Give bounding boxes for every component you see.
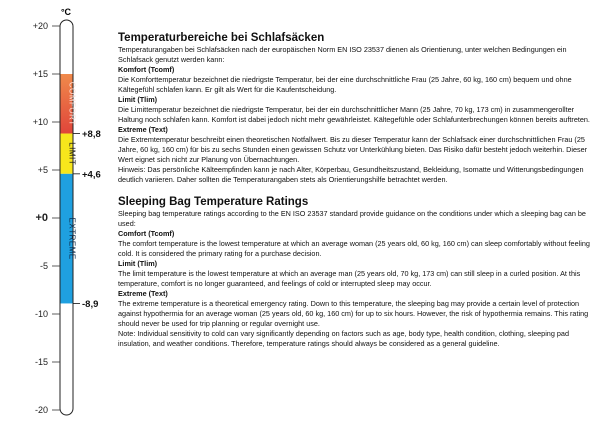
german-extreme-text: Die Extremtemperatur beschreibt einen theoretischen Notfallwert. Bis zu dieser Temperatur kann der Schlafsack einer durchschnittlichen Frau (25 Jahre, 60 kg, 160 cm) für bis zu sechs Stunden einen gewissen Schutz vor Unterkühlung bieten. Das Risiko dafür besteht jedoch weiterhin. Dieser Wert eignet sich nicht zur Planung von Übernachtungen. (118, 135, 588, 164)
german-title: Temperaturbereiche bei Schlafsäcken (118, 32, 325, 44)
zone-label-limit: LIMIT (67, 142, 77, 166)
english-comfort-heading: Comfort (Tcomf) (118, 229, 175, 238)
scale-tick-label: -15 (34, 357, 48, 367)
marker-label: +8,8 (82, 129, 101, 141)
scale-tick-label: -20 (34, 405, 48, 415)
english-comfort-text: The comfort temperature is the lowest temperature at which an average woman (25 years old, 60 kg, 160 cm) can sleep comfortably without feeling cold. It is considered the primary rating for a purchase decision. (118, 239, 590, 258)
english-title: Sleeping Bag Temperature Ratings (118, 196, 309, 208)
german-limit-heading: Limit (Tlim) (118, 95, 158, 104)
english-extreme-text: The extreme temperature is a theoretical emergency rating. Down to this temperature, the sleeping bag may provide a certain level of protection against hypothermia for an average woman (25 years old, 60 kg, 160 cm) for up to six hours. However, the risk of hypothermia remains. This rating should never be used for trip planning or regular overnight use. (118, 299, 589, 328)
scale-tick-label: +5 (37, 165, 48, 175)
scale-unit-label: °C (60, 7, 72, 17)
scale-tick-label: +15 (32, 69, 48, 79)
scale-tick-label: +10 (32, 117, 48, 127)
german-comfort-heading: Komfort (Tcomf) (118, 65, 175, 74)
zone-label-comfort: COMFORT (67, 81, 77, 126)
marker-label: +4,6 (82, 169, 101, 181)
scale-tick-label: -10 (34, 309, 48, 319)
german-intro: Temperaturangaben bei Schlafsäcken nach der europäischen Norm EN ISO 23537 dienen als Orientierung, unter welchen Bedingungen ein Schlafsack genutzt werden kann: (118, 45, 567, 64)
scale-tick-label: +0 (35, 212, 48, 224)
english-extreme-heading: Extreme (Text) (118, 289, 168, 298)
scale-tick-label: -5 (39, 261, 48, 271)
english-limit-heading: Limit (Tlim) (118, 259, 158, 268)
english-limit-text: The limit temperature is the lowest temperature at which an average man (25 years old, 70 kg, 173 cm) can still sleep in a curled position. At this temperature, comfort is no longer guaranteed, and feelings of cold or interrupted sleep may occur. (118, 269, 581, 288)
zone-label-extreme: EXTREME (67, 217, 77, 260)
english-intro: Sleeping bag temperature ratings according to the EN ISO 23537 standard provide guidance on the conditions under which a sleeping bag can be used: (118, 209, 586, 228)
scale-tick-label: +20 (32, 21, 48, 31)
temperature-scale (0, 0, 115, 424)
marker-label: -8,9 (82, 298, 99, 310)
german-extreme-heading: Extreme (Text) (118, 125, 168, 134)
german-note: Hinweis: Das persönliche Kälteempfinden kann je nach Alter, Körperbau, Gesundheitszustand, Bekleidung, Isomatte und Witterungsbedingungen deutlich variieren. Daher sollten die Temperaturangaben stets als Orientierungshilfe betrachtet werden. (118, 165, 584, 184)
text-column (118, 32, 594, 349)
english-note: Note: Individual sensitivity to cold can vary significantly depending on factors such as age, body type, health condition, clothing, sleeping pad insulation, and weather conditions. Therefore, temperature ratings should always be considered as a general guideline. (118, 329, 569, 348)
german-comfort-text: Die Komforttemperatur bezeichnet die niedrigste Temperatur, bei der eine durchschnittliche Frau (25 Jahre, 60 kg, 160 cm) bequem und ohne Kältegefühl schlafen kann. Er gilt als Wert für die Kaufentscheidung. (118, 75, 572, 94)
german-limit-text: Die Limittemperatur bezeichnet die niedrigste Temperatur, bei der ein durchschnittlicher Mann (25 Jahre, 70 kg, 173 cm) in zusammengerollter Haltung noch schlafen kann. Komfort ist dabei jedoch nicht mehr gewährleistet. Kältegefühle oder Schlafunterbrechungen können bereits auftreten. (118, 105, 590, 124)
